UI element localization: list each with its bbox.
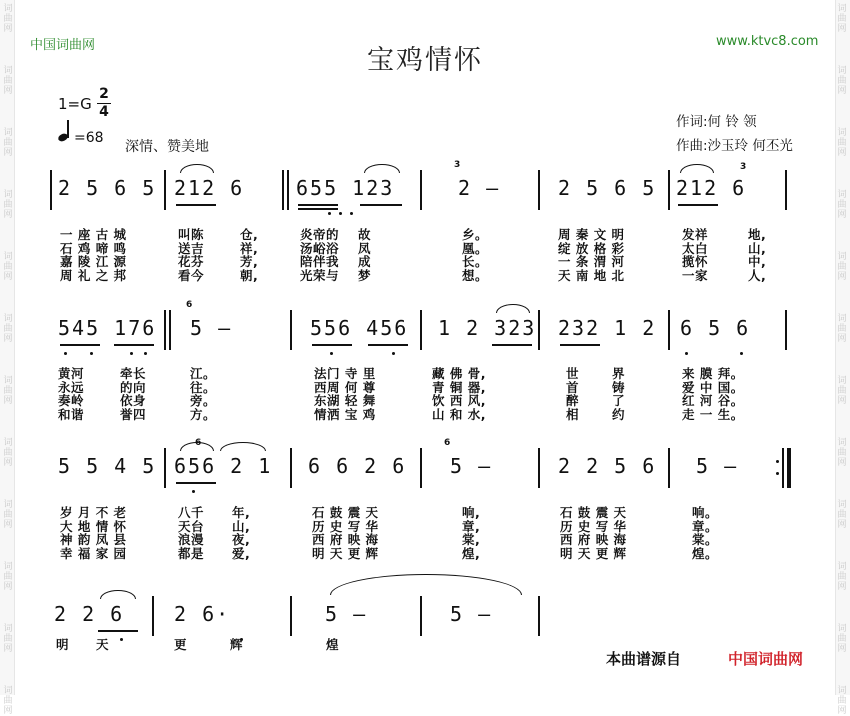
- edge-watermark-text: 词 曲 网: [837, 252, 847, 282]
- score-row-4: [40, 596, 800, 636]
- lyrics-row3-col6: 石 鼓 震 天 历 史 写 华 西 府 映 海 明 天 更 辉: [560, 505, 627, 561]
- lyrics-row2-col8: 来 膜 拜。 爱 中 国。 红 河 谷。 走 一 生。: [682, 366, 744, 422]
- edge-watermark-text: 词 曲 网: [837, 624, 847, 654]
- song-title: 宝鸡情怀: [367, 45, 483, 76]
- measure: 2 2 5 6: [558, 454, 657, 478]
- edge-watermark-text: 词 曲 网: [3, 252, 13, 282]
- lyrics-row2-col3: 江。 往。 旁。 方。: [190, 366, 217, 422]
- lyric-syllable: 更: [174, 637, 188, 652]
- measure: 6 6 2 6: [308, 454, 407, 478]
- lyrics-row1-col4: 炎帝的 汤峪浴 陪伴我 光荣与: [300, 227, 340, 283]
- lyrics-row2-col4: 法门 寺 里 西周 何 尊 东湖 轻 舞 情洒 宝 鸡: [314, 366, 376, 422]
- edge-watermark-text: 词 曲 网: [837, 376, 847, 406]
- underline: [678, 204, 718, 206]
- time-signature-bottom: 4: [99, 104, 109, 120]
- measure: 656 2 1: [174, 454, 273, 478]
- lyrics-row2-col5: 藏 佛 骨, 青 铜 器, 饮 西 风, 山 和 水,: [432, 366, 486, 422]
- edge-watermark-text: 词 曲 网: [3, 376, 13, 406]
- low-octave-dot: [350, 212, 353, 215]
- underline: [298, 208, 338, 210]
- edge-watermark-text: 词 曲 网: [3, 314, 13, 344]
- underline: [176, 204, 216, 206]
- grace-note: 3: [454, 160, 461, 170]
- edge-watermark-text: 词 曲 网: [837, 190, 847, 220]
- low-octave-dot: [192, 490, 195, 493]
- lyrics-row1-col2: 叫陈 送吉 花芬 看今: [178, 227, 205, 283]
- edge-watermark-text: 词 曲 网: [837, 500, 847, 530]
- measure: 6 5 6: [680, 316, 751, 340]
- score-row-1: [40, 160, 800, 210]
- tie: [330, 574, 522, 595]
- edge-watermark-text: 词 曲 网: [837, 128, 847, 158]
- edge-watermark-text: 词 曲 网: [837, 562, 847, 592]
- low-octave-dot: [685, 352, 688, 355]
- site-name-left: 中国词曲网: [30, 38, 96, 53]
- underline: [368, 344, 408, 346]
- grace-note: 6: [186, 300, 193, 310]
- low-octave-dot: [64, 352, 67, 355]
- low-octave-dot: [740, 352, 743, 355]
- score-row-2: [40, 300, 800, 350]
- edge-watermark-text: 词 曲 网: [837, 686, 847, 716]
- measure: 5 –: [450, 602, 493, 626]
- measure: 5 –: [190, 316, 233, 340]
- measure: 5 5 4 5: [58, 454, 157, 478]
- edge-watermark-text: 词 曲 网: [3, 624, 13, 654]
- lyrics-row3-col5: 响, 章, 棠, 煌,: [462, 505, 481, 561]
- lyrics-row3-col3: 年, 山, 夜, 爱,: [232, 505, 251, 561]
- grace-note: 6: [195, 438, 202, 448]
- low-octave-dot: [330, 352, 333, 355]
- measure: 5 –: [325, 602, 368, 626]
- lyrics-row2-col6: 世 首 醉 相: [566, 366, 580, 422]
- low-octave-dot: [339, 212, 342, 215]
- measure: 5 –: [696, 454, 739, 478]
- underline: [492, 344, 532, 346]
- measure: 212 6: [676, 176, 747, 200]
- underline: [312, 344, 352, 346]
- measure: 2 6·: [174, 602, 231, 626]
- lyrics-row1-col3: 仓, 祥, 芳, 朝,: [240, 227, 259, 283]
- time-signature: [95, 86, 113, 121]
- edge-watermark-text: 词 曲 网: [3, 438, 13, 468]
- measure: 2 5 6 5: [558, 176, 657, 200]
- measure: 5 –: [450, 454, 493, 478]
- underline: [176, 482, 216, 484]
- edge-watermark-text: 词 曲 网: [837, 438, 847, 468]
- time-signature-top: 2: [99, 86, 109, 102]
- lyrics-row1-col6: 乡。 凰。 长。 想。: [462, 227, 489, 283]
- slur: [220, 442, 266, 451]
- lyrics-row3-col2: 八千 天台 浪漫 都是: [178, 505, 205, 561]
- site-url: www.ktvc8.com: [716, 34, 819, 49]
- grace-note: 3: [740, 162, 747, 172]
- measure: 655 123: [296, 176, 395, 200]
- slur: [680, 164, 714, 173]
- underline: [98, 630, 138, 632]
- edge-watermark-text: 词 曲 网: [3, 562, 13, 592]
- measure: 212 6: [174, 176, 245, 200]
- tempo-marking: =68: [74, 130, 104, 146]
- underline: [360, 204, 402, 206]
- edge-watermark-text: 词 曲 网: [837, 66, 847, 96]
- underline: [560, 344, 600, 346]
- lyricist-credit: 作词:何 铃 领: [676, 114, 757, 130]
- lyrics-row1-col5: 故 凤 成 梦: [358, 227, 372, 283]
- slur: [100, 590, 136, 599]
- low-octave-dot: [392, 352, 395, 355]
- measure: 2 2 6: [54, 602, 125, 626]
- underline: [114, 344, 154, 346]
- lyric-syllable: 辉: [230, 637, 244, 652]
- measure: 1 2 323: [438, 316, 537, 340]
- underline: [298, 204, 338, 206]
- repeat-dot: [776, 460, 779, 463]
- slur: [180, 164, 214, 173]
- lyrics-row2-col2: 牵长 的向 依身 誉四: [120, 366, 147, 422]
- lyrics-row1-col7: 周 秦 文 明 绽 放 格 彩 一 条 渭 河 天 南 地 北: [558, 227, 625, 283]
- measure: 2 –: [458, 176, 501, 200]
- lyric-syllable: 天: [96, 637, 110, 652]
- lyric-syllable: 煌: [326, 637, 340, 652]
- score-row-3: [40, 438, 800, 488]
- lyric-syllable: 明: [56, 637, 70, 652]
- source-site-link[interactable]: 中国词曲网: [728, 650, 804, 668]
- slur: [496, 304, 530, 313]
- edge-watermark-text: 词 曲 网: [837, 4, 847, 34]
- low-octave-dot: [120, 638, 123, 641]
- repeat-dot: [776, 472, 779, 475]
- low-octave-dot: [130, 352, 133, 355]
- edge-watermark-text: 词 曲 网: [3, 190, 13, 220]
- key-signature: 1=G: [58, 95, 92, 113]
- lyrics-row3-col7: 响。 章。 棠。 煌。: [692, 505, 719, 561]
- underline: [60, 344, 100, 346]
- grace-note: 6: [444, 438, 451, 448]
- edge-watermark-text: 词 曲 网: [3, 686, 13, 716]
- edge-watermark-text: 词 曲 网: [3, 128, 13, 158]
- quarter-note-head: [57, 132, 69, 143]
- lyrics-row2-col7: 界 铸 了 约: [612, 366, 626, 422]
- edge-watermark-text: 词 曲 网: [3, 500, 13, 530]
- slur: [364, 164, 400, 173]
- low-octave-dot: [328, 212, 331, 215]
- edge-watermark-text: 词 曲 网: [3, 4, 13, 34]
- measure: 556 456: [310, 316, 409, 340]
- low-octave-dot: [144, 352, 147, 355]
- lyrics-row3-col1: 岁 月 不 老 大 地 情 怀 神 韵 凤 县 幸 福 家 园: [60, 505, 127, 561]
- lyrics-row3-col4: 石 鼓 震 天 历 史 写 华 西 府 映 海 明 天 更 辉: [312, 505, 379, 561]
- measure: 545 176: [58, 316, 157, 340]
- expression-marking: 深情、赞美地: [125, 139, 209, 155]
- low-octave-dot: [90, 352, 93, 355]
- measure: 2 5 6 5: [58, 176, 157, 200]
- source-note: 本曲谱源自: [606, 650, 682, 668]
- lyrics-row1-col1: 一 座 古 城 石 鸡 啼 鸣 嘉 陵 江 源 周 礼 之 邦: [60, 227, 127, 283]
- edge-watermark-text: 词 曲 网: [3, 66, 13, 96]
- composer-credit: 作曲:沙玉玲 何丕光: [676, 138, 793, 154]
- edge-watermark-text: 词 曲 网: [837, 314, 847, 344]
- measure: 232 1 2: [558, 316, 657, 340]
- lyrics-row1-col8: 发祥 太白 揽怀 一家: [682, 227, 709, 283]
- lyrics-row1-col9: 地, 山, 中, 人,: [748, 227, 767, 283]
- lyrics-row2-col1: 黄河 永远 奏岭 和谐: [58, 366, 85, 422]
